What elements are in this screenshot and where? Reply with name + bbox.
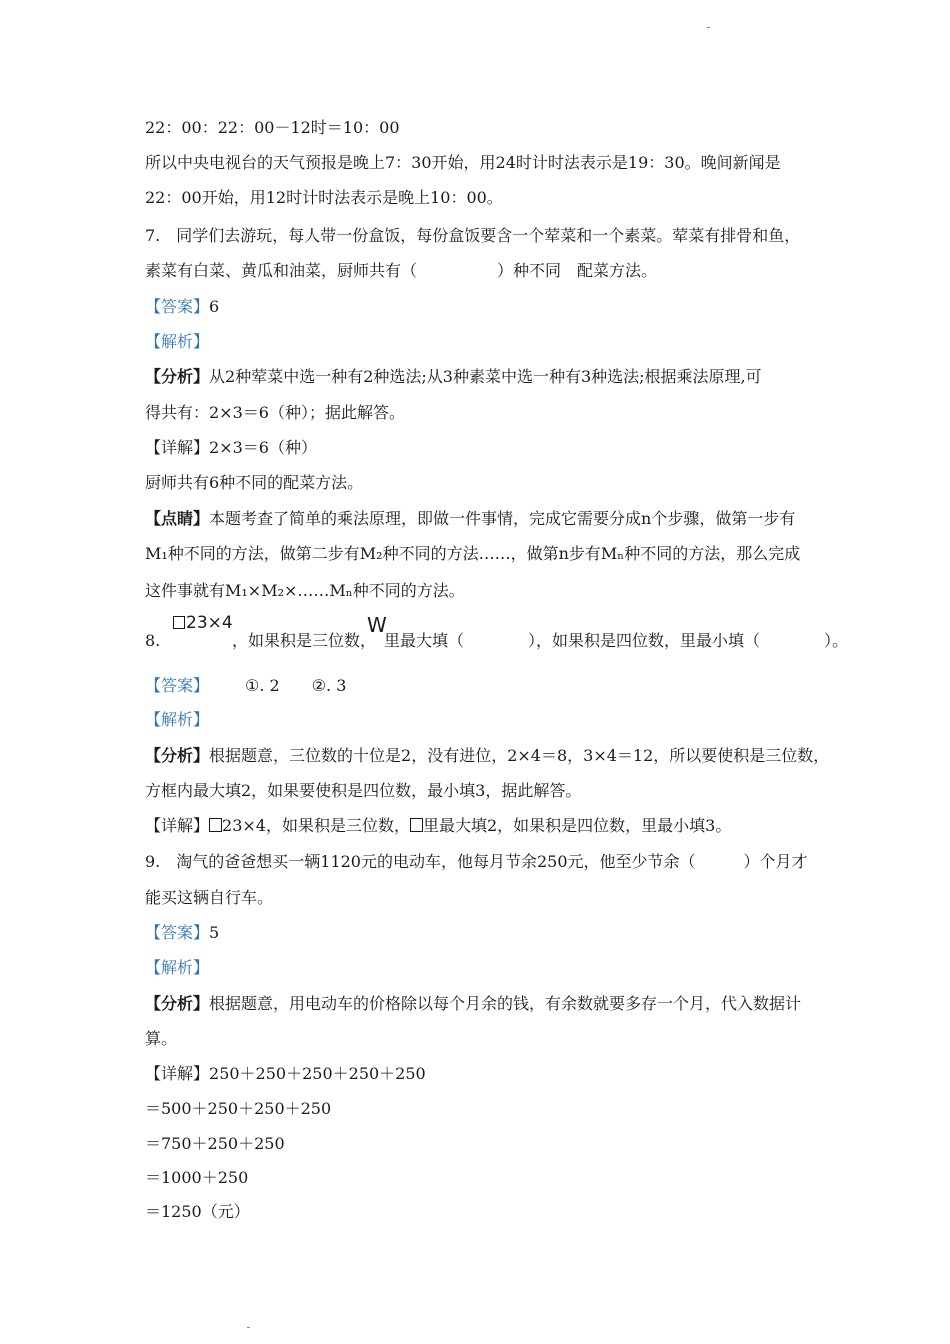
jiexi-tag: 【解析】 [145,332,210,351]
blank-box-icon [410,818,423,832]
text-line: 22：00：22：00－12时＝10：00 [145,118,400,137]
question-9-line2: 能买这辆自行车。 [145,888,274,907]
answer-tag: 【答案】 [145,923,210,942]
detail-row [145,1063,426,1085]
calc-line: 250＋250＋250＋250＋250 [209,1064,426,1083]
top-mark: ˍ [706,18,711,29]
analysis-row [145,366,762,388]
text-line: 所以中央电视台的天气预报是晚上7：30开始，用24时计时法表示是19：30。晚间新闻是 [145,153,781,172]
calc-line: ＝1250（元） [145,1202,250,1221]
blank-box-icon [209,818,222,832]
remark-text: 这件事就有M₁×M₂×……Mₙ种不同的方法。 [145,581,465,600]
q8-formula [173,613,233,633]
answer-value: 5 [209,923,220,942]
answer-row [145,675,346,697]
answer-row [145,922,219,944]
answer-row [145,296,219,318]
detail-text: 23×4，如果积是三位数， [222,816,410,835]
analysis-text: 根据题意，三位数的十位是2，没有进位，2×4＝8，3×4＝12，所以要使积是三位数， [209,746,830,765]
detail-row [145,437,317,459]
question-9-line1: 9. 淘气的爸爸想买一辆1120元的电动车，他每月节余250元，他至少节余（ ）个月才 [145,852,808,871]
text-line: 22：00开始，用12时计时法表示是晚上10：00。 [145,188,503,207]
analysis-row [145,993,801,1015]
detail-result: 厨师共有6种不同的配菜方法。 [145,473,364,492]
jiexi-tag: 【解析】 [145,710,210,729]
bottom-mark: ˍ [246,1318,251,1329]
detail-row [145,815,731,837]
analysis-tag: 【分析】 [145,746,210,765]
detail-tag: 【详解】 [145,438,210,457]
remark-text: M₁种不同的方法，做第二步有M₂种不同的方法……，做第n步有Mₙ种不同的方法，那么完成 [145,544,801,563]
remark-row [145,508,795,530]
detail-text: 里最大填2，如果积是四位数，里最小填3。 [422,816,732,835]
answer-tag: 【答案】 [145,297,210,316]
analysis-text: 方框内最大填2，如果要使积是四位数，最小填3，据此解答。 [145,781,582,800]
calc-line: ＝1000＋250 [145,1168,249,1187]
detail-tag: 【详解】 [145,1064,210,1083]
calc-line: ＝750＋250＋250 [145,1134,285,1153]
calc-line: ＝500＋250＋250＋250 [145,1099,332,1118]
question-7-line1: 7. 同学们去游玩，每人带一份盒饭，每份盒饭要含一个荤菜和一个素菜。荤菜有排骨和鱼， [145,226,801,245]
analysis-tag: 【分析】 [145,367,210,386]
q8-w-symbol: W [367,613,387,637]
answer-tag: 【答案】 [145,676,210,695]
analysis-text: 根据题意，用电动车的价格除以每个月余的钱，有余数就要多存一个月，代入数据计 [209,994,802,1013]
answer-value: 6 [209,297,220,316]
question-8-text: ，如果积是三位数， 里最大填（ ），如果积是四位数，里最小填（ ）。 [232,631,849,650]
answer-value: ①. 2 ②. 3 [245,676,347,695]
blank-box-icon [173,616,185,629]
analysis-text: 算。 [145,1029,178,1048]
remark-tag: 【点睛】 [145,509,210,528]
formula-text: 23×4 [186,613,233,633]
analysis-row [145,745,829,767]
detail-tag: 【详解】 [145,816,210,835]
remark-text: 本题考查了简单的乘法原理，即做一件事情，完成它需要分成n个步骤，做第一步有 [209,509,796,528]
question-7-line2: 素菜有白菜、黄瓜和油菜，厨师共有（ ）种不同 配菜方法。 [145,261,658,280]
jiexi-tag: 【解析】 [145,958,210,977]
question-8-number: 8. [145,631,161,650]
analysis-text: 从2种荤菜中选一种有2种选法;从3种素菜中选一种有3种选法;根据乘法原理,可 [209,367,762,386]
analysis-text: 得共有：2×3＝6（种）；据此解答。 [145,403,405,422]
analysis-tag: 【分析】 [145,994,210,1013]
detail-text: 2×3＝6（种） [209,438,317,457]
